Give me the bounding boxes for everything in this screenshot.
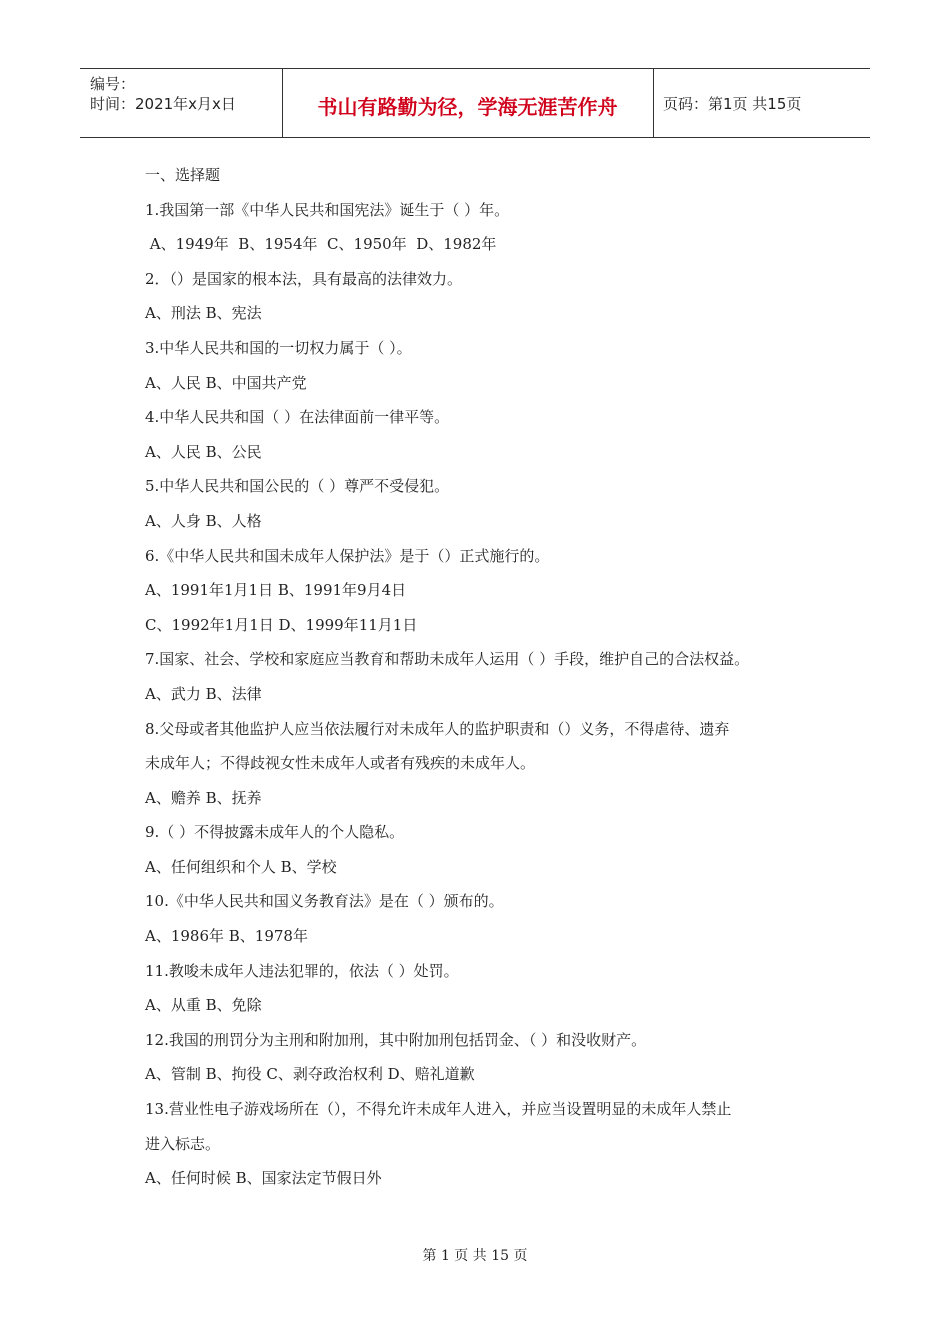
page-info: 页码：第1页 共15页	[663, 95, 802, 113]
section-title: 一、选择题	[145, 166, 221, 184]
question-8: 8.父母或者其他监护人应当依法履行对未成年人的监护职责和（）义务，不得虐待、遗弃	[145, 719, 730, 738]
question-9: 9.（ ）不得披露未成年人的个人隐私。	[145, 823, 405, 842]
question-2: 2．（）是国家的根本法，具有最高的法律效力。	[145, 269, 463, 288]
question-2-options: A、刑法 B、宪法	[145, 304, 262, 323]
number-label: 编号：	[90, 75, 136, 93]
question-7: 7.国家、社会、学校和家庭应当教育和帮助未成年人运用（ ）手段，维护自己的合法权益。	[145, 650, 750, 669]
question-5-options: A、人身 B、人格	[145, 511, 262, 530]
question-6: 6.《中华人民共和国未成年人保护法》是于（）正式施行的。	[145, 546, 550, 565]
page-header	[80, 68, 870, 138]
question-12-options: A、管制 B、拘役 C、剥夺政治权利 D、赔礼道歉	[145, 1065, 475, 1084]
question-7-options: A、武力 B、法律	[145, 684, 262, 703]
time-label: 时间：2021年x月x日	[90, 95, 236, 113]
question-8-cont: 未成年人；不得歧视女性未成年人或者有残疾的未成年人。	[145, 754, 536, 773]
question-10-options: A、1986年 B、1978年	[145, 927, 308, 946]
question-1-options: A、1949年 B、1954年 C、1950年 D、1982年	[145, 235, 497, 254]
question-content	[145, 158, 845, 1196]
page-footer: 第 1 页 共 15 页	[422, 1248, 528, 1264]
question-11: 11.教唆未成年人违法犯罪的，依法（ ）处罚。	[145, 961, 459, 980]
question-9-options: A、任何组织和个人 B、学校	[145, 857, 337, 876]
question-10: 10.《中华人民共和国义务教育法》是在（ ）颁布的。	[145, 892, 504, 911]
question-5: 5.中华人民共和国公民的（ ）尊严不受侵犯。	[145, 477, 450, 496]
question-3: 3.中华人民共和国的一切权力属于（ ）。	[145, 338, 412, 357]
question-13-cont: 进入标志。	[145, 1134, 221, 1153]
question-13: 13.营业性电子游戏场所在（），不得允许未成年人进入，并应当设置明显的未成年人禁止	[145, 1100, 732, 1119]
motto: 书山有路勤为径，学海无涯苦作舟	[317, 95, 618, 119]
header-motto-cell	[282, 69, 654, 137]
question-12: 12.我国的刑罚分为主刑和附加刑，其中附加刑包括罚金、（ ）和没收财产。	[145, 1030, 647, 1049]
question-8-options: A、赡养 B、抚养	[145, 788, 262, 807]
question-6-options-ab: A、1991年1月1日 B、1991年9月4日	[145, 581, 407, 600]
header-page-cell	[653, 69, 870, 137]
question-11-options: A、从重 B、免除	[145, 996, 262, 1015]
question-4-options: A、人民 B、公民	[145, 442, 262, 461]
header-meta	[80, 69, 283, 137]
question-1: 1.我国第一部《中华人民共和国宪法》诞生于（ ）年。	[145, 200, 510, 219]
question-4: 4.中华人民共和国（ ）在法律面前一律平等。	[145, 408, 450, 427]
question-3-options: A、人民 B、中国共产党	[145, 373, 307, 392]
question-13-options: A、任何时候 B、国家法定节假日外	[145, 1169, 382, 1188]
question-6-options-cd: C、1992年1月1日 D、1999年11月1日	[145, 615, 418, 634]
